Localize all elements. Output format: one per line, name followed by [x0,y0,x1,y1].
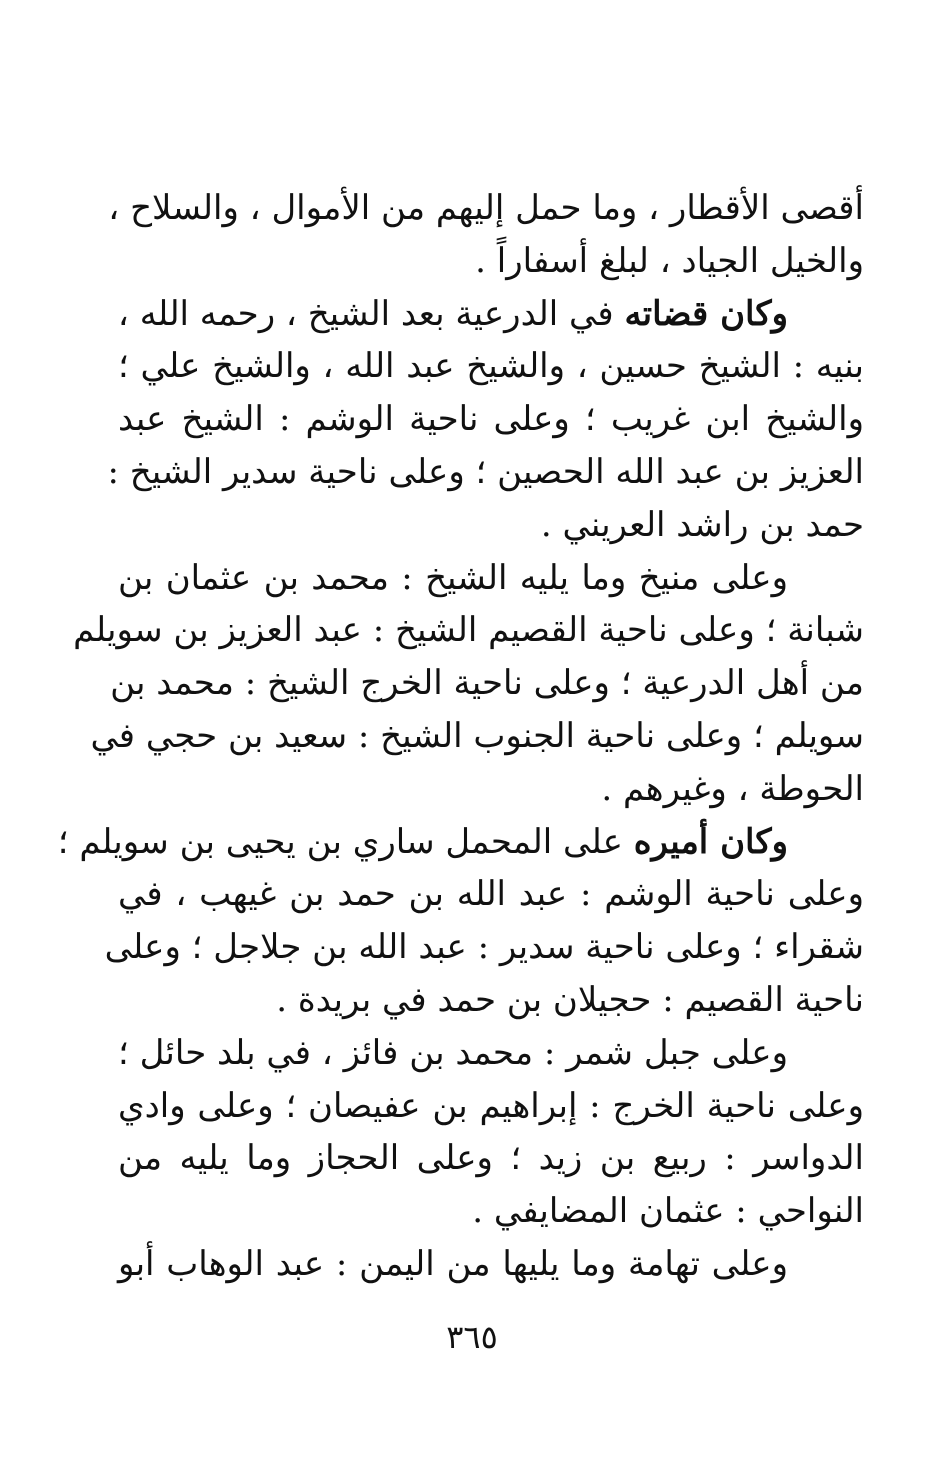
line-text: بنيه : الشيخ حسين ، والشيخ عبد الله ، والشيخ علي ؛ [118,346,864,387]
text-line [90,710,864,763]
paragraph [57,816,864,1027]
line-text: وعلى جبل شمر : محمد بن فائز ، في بلد حائل ؛ [118,1032,788,1073]
line-text: الدواسر : ربيع بن زيد ؛ وعلى الحجاز وما يليه من [118,1138,864,1179]
line-text: والخيل الجياد ، لبلغ أسفاراً . [475,240,864,281]
scan-speck [12,58,18,66]
text-line [104,921,864,974]
text-line [110,657,864,710]
text-line [118,288,864,341]
text-line [73,604,864,657]
page-number: ٣٦٥ [446,1318,498,1356]
line-text: العزيز بن عبد الله الحصين ؛ وعلى ناحية سدير الشيخ : [107,451,864,492]
text-line [57,816,864,869]
paragraph [118,1027,864,1238]
line-text: وعلى ناحية الوشم : عبد الله بن حمد بن غيهب ، في [118,874,864,915]
text-line [118,1027,864,1080]
text-line [118,1132,864,1185]
text-line [118,1080,864,1133]
paragraph [108,182,864,288]
line-text: حمد بن راشد العريني . [540,504,864,545]
text-line [118,552,864,605]
line-text: وعلى منيخ وما يليه الشيخ : محمد بن عثمان بن [118,557,788,598]
line-text: على المحمل ساري بن يحيى بن سويلم ؛ [57,821,634,862]
text-line [118,763,864,816]
paragraph [118,1238,864,1291]
line-text: في الدرعية بعد الشيخ ، رحمه الله ، [117,293,625,334]
text-line [118,868,864,921]
line-text: شقراء ؛ وعلى ناحية سدير : عبد الله بن جلاجل ؛ وعلى [104,927,864,968]
text-line [107,446,864,499]
text-line [118,340,864,393]
paragraph [73,552,864,816]
line-text: سويلم ؛ وعلى ناحية الجنوب الشيخ : سعيد بن حجي في [90,715,864,756]
text-line [118,974,864,1027]
line-text: الحوطة ، وغيرهم . [601,768,864,809]
text-line [118,1185,864,1238]
body-text [57,182,864,1291]
text-line [118,235,864,288]
line-text: وعلى تهامة وما يليها من اليمن : عبد الوهاب أبو [118,1243,788,1284]
line-text: شبانة ؛ وعلى ناحية القصيم الشيخ : عبد العزيز بن سويلم [73,610,864,651]
line-text: والشيخ ابن غريب ؛ وعلى ناحية الوشم : الشيخ عبد [118,399,864,440]
bold-lead-phrase: وكان أميره [633,821,788,862]
line-text: من أهل الدرعية ؛ وعلى ناحية الخرج الشيخ : محمد بن [110,663,864,704]
text-line [108,182,864,235]
text-line [118,1238,864,1291]
line-text: أقصى الأقطار ، وما حمل إليهم من الأموال ، والسلاح ، [108,188,864,228]
text-line [118,499,864,552]
line-text: وعلى ناحية الخرج : إبراهيم بن عفيصان ؛ وعلى وادي [118,1085,864,1126]
line-text: النواحي : عثمان المضايفي . [472,1191,864,1232]
line-text: ناحية القصيم : حجيلان بن حمد في بريدة . [276,979,864,1020]
text-line [118,393,864,446]
bold-lead-phrase: وكان قضاته [624,293,788,334]
paragraph [107,288,864,552]
